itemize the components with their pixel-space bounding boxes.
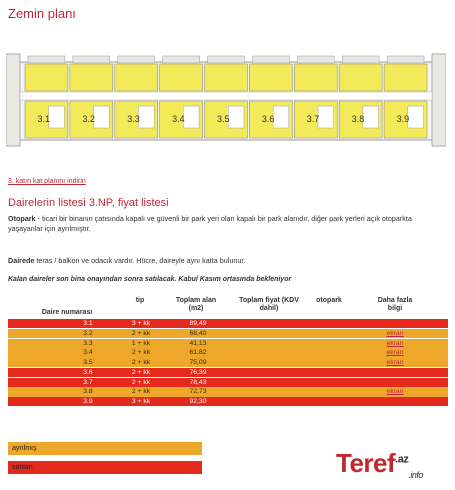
apartment-number: 3.6 <box>83 368 93 376</box>
floor-plan-unit-label: 3.2 <box>82 114 95 124</box>
apartment-type: 2 + kk <box>131 349 151 357</box>
apartment-number: 3.5 <box>83 359 93 367</box>
floor-plan-balcony <box>342 56 379 63</box>
apartment-number: 3.8 <box>83 388 93 396</box>
floor-plan-unit-label: 3.5 <box>217 114 230 124</box>
apartment-type: 3 + kk <box>131 398 151 406</box>
legend-reserved: ayrılmış <box>8 442 202 455</box>
floor-plan-bathroom <box>138 106 154 128</box>
view-apartment-link[interactable]: ekran <box>386 359 404 367</box>
dairede-label: Dairede <box>8 256 35 265</box>
watermark-suffix: .az <box>395 453 409 466</box>
floor-plan-bathroom <box>183 106 199 128</box>
watermark-sub: .info <box>408 470 423 481</box>
header-price: Toplam fiyat (KDV dahil) <box>239 297 299 312</box>
floor-plan-balcony <box>387 56 424 63</box>
apartment-area: 72,73 <box>189 388 207 396</box>
floor-plan-balcony <box>118 56 155 63</box>
table-header <box>8 297 448 319</box>
watermark-main: Teref <box>336 448 396 478</box>
download-floor-plan-link[interactable]: 3. katın kat planını indirin <box>8 178 86 185</box>
table-row <box>8 387 448 396</box>
floor-plan-bathroom <box>408 106 424 128</box>
table-row <box>8 368 448 377</box>
header-parking: otopark <box>316 297 342 304</box>
dairede-description: teras / balkon ve odacık vardır. Hücre, daireyle aynı katta bulunur. <box>34 256 246 265</box>
floor-plan-unit-label: 3.7 <box>306 114 320 124</box>
apartment-area: 89,49 <box>189 320 207 327</box>
view-apartment-link[interactable]: ekran <box>386 339 404 347</box>
table-row <box>8 329 448 338</box>
table-row <box>8 339 448 348</box>
floor-plan-balcony <box>252 56 289 63</box>
floor-plan-balcony <box>208 56 245 63</box>
view-apartment-link[interactable]: ekran <box>386 329 404 337</box>
floor-plan-unit-label: 3.1 <box>37 114 50 124</box>
floor-plan-balcony <box>73 56 110 63</box>
apartment-area: 68,40 <box>189 329 207 337</box>
apartment-area: 41,13 <box>189 339 207 347</box>
floor-plan-bathroom <box>318 106 334 128</box>
apartment-number: 3.7 <box>83 378 93 386</box>
floor-plan-unit-label: 3.3 <box>127 114 140 124</box>
floor-plan-bathroom <box>273 106 289 128</box>
floor-plan-bathroom <box>228 106 244 128</box>
floor-plan-unit-top <box>249 64 292 91</box>
table-row <box>8 397 448 406</box>
apartment-type: 2 + kk <box>131 378 151 386</box>
header-apt: Daire numarası <box>41 309 93 316</box>
floor-plan-unit-top <box>70 64 113 91</box>
watermark-logo <box>336 448 423 480</box>
apartment-type: 1 + kk <box>131 339 151 347</box>
apartment-number: 3.9 <box>83 398 93 406</box>
apartment-number: 3.3 <box>83 339 93 347</box>
floor-plan-bathroom <box>94 106 110 128</box>
apartment-number: 3.4 <box>83 349 93 357</box>
floor-plan-bathroom <box>363 106 379 128</box>
apartment-table <box>8 319 448 407</box>
header-area: Toplam alan (m2) <box>175 297 217 312</box>
apartment-type: 2 + kk <box>131 359 151 367</box>
table-row <box>8 358 448 367</box>
floor-plan-unit-label: 3.4 <box>172 114 185 124</box>
apartment-number: 3.2 <box>83 329 93 337</box>
otopark-label: Otopark <box>8 214 36 223</box>
apartment-area: 92,30 <box>189 398 207 406</box>
legend-sold: satılan <box>8 461 202 474</box>
apartment-area: 61,82 <box>189 349 207 357</box>
apartment-area: 75,09 <box>189 359 207 367</box>
floor-plan-unit-label: 3.9 <box>396 114 410 124</box>
apartment-number: 3.1 <box>83 320 93 327</box>
apartment-type: 2 + kk <box>131 329 151 337</box>
table-row <box>8 348 448 357</box>
floor-plan-balcony <box>28 56 65 63</box>
otopark-paragraph <box>8 214 448 233</box>
apartment-type: 2 + kk <box>131 368 151 376</box>
floor-plan-unit-top <box>294 64 337 91</box>
floor-plan-image[interactable] <box>6 40 446 158</box>
apartment-area: 76,39 <box>189 368 207 376</box>
view-apartment-link[interactable]: ekran <box>386 388 404 396</box>
floor-plan-unit-label: 3.8 <box>351 114 365 124</box>
floor-plan-bathroom <box>49 106 65 128</box>
table-row <box>8 378 448 387</box>
floor-plan-unit-top <box>339 64 382 91</box>
floor-plan-unit-label: 3.6 <box>261 114 275 124</box>
floor-plan-unit-top <box>160 64 203 91</box>
apartment-type: 3 + kk <box>131 320 151 327</box>
floor-plan-balcony <box>163 56 200 63</box>
sale-note: Kalan daireler son bina onayından sonra satılacak. Kabul Kasım ortasında bekleniyor <box>8 276 292 283</box>
floor-plan-unit-top <box>115 64 158 91</box>
section-heading: Dairelerin listesi 3.NP, fiyat listesi <box>8 197 169 209</box>
floor-plan-unit-top <box>205 64 248 91</box>
floor-plan-unit-top <box>384 64 427 91</box>
header-info: Daha fazla bilgi <box>377 297 413 312</box>
floor-plan-unit-top <box>25 64 68 91</box>
floor-plan-balcony <box>297 56 334 63</box>
dairede-paragraph <box>8 256 448 266</box>
apartment-type: 2 + kk <box>131 388 151 396</box>
otopark-description: - ticari bir binanın çatısında kapalı ve güvenli bir park yeri olan kapalı bir park alanıdır, diğer park yerleri açık otoparkta yaşayanlar için ayrılmıştır. <box>8 214 412 233</box>
header-type: tip <box>135 297 145 304</box>
view-apartment-link[interactable]: ekran <box>386 349 404 357</box>
page-title: Zemin planı <box>8 6 76 21</box>
table-row <box>8 319 448 328</box>
apartment-area: 78,43 <box>189 378 207 386</box>
